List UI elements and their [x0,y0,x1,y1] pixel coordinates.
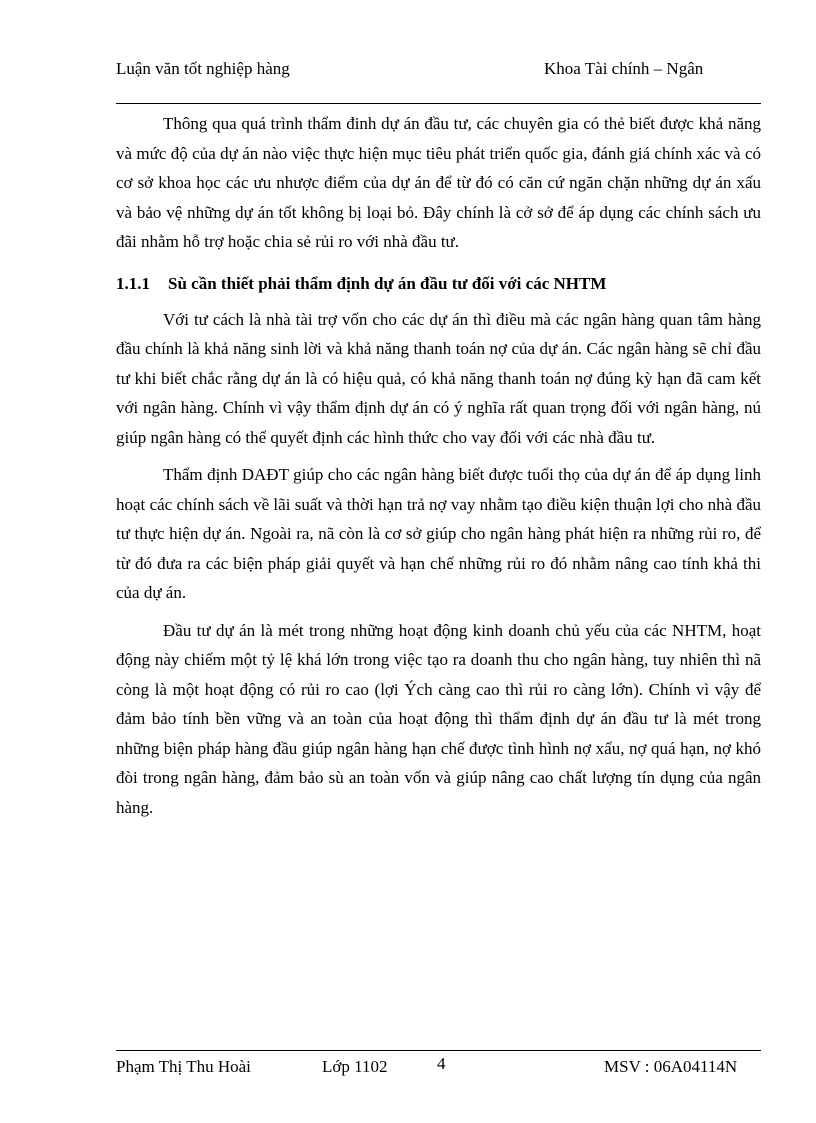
body-paragraph-3: Đầu tư dự án là mét trong những hoạt động kinh doanh chủ yếu của các NHTM, hoạt động này chiếm một tỷ lệ khá lớn trong việc tạo ra doanh thu cho ngân hàng, tuy nhiên thì nã còng là một hoạt động có rủi ro cao (lợi Ých càng cao thì rủi ro càng lớn). Chính vì vậy để đảm bảo tính bền vững và an toàn của hoạt động thì thẩm định dự án đầu tư là mét trong những biện pháp hàng đầu giúp ngân hàng hạn chế được tình hình nợ xấu, nợ quá hạn, nợ khó đòi trong ngân hàng, đảm bảo sù an toàn vốn và giúp nâng cao chất lượng tín dụng của ngân hàng. [116,620,761,817]
header-thesis-title: Luận văn tốt nghiệp hàng [116,59,290,78]
footer-student-id: MSV : 06A04114N [604,1057,738,1076]
section-number: 1.1.1 [116,273,150,293]
page-number: 4 [437,1054,446,1073]
header-rule [116,103,761,104]
footer-rule [116,1050,761,1051]
section-title: Sù cần thiết phải thẩm định dự án đầu tư đối với các NHTM [168,273,607,293]
body-paragraph-1: Với tư cách là nhà tài trợ vốn cho các dự án thì điều mà các ngân hàng quan tâm hàng đầu chính là khả năng sinh lời và khả năng thanh toán nợ của dự án. Các ngân hàng sẽ chỉ đầu tư khi biết chắc rằng dự án là có hiệu quả, có khả năng thanh toán nợ đúng kỳ hạn đã cam kết với ngân hàng. Chính vì vậy thẩm định dự án có ý nghĩa rất quan trọng đối với ngân hàng, nú giúp ngân hàng có thể quyết định các hình thức cho vay đối với các nhà đầu tư. [116,309,761,447]
section-heading [116,269,761,299]
header-faculty: Khoa Tài chính – Ngân [544,59,704,78]
intro-paragraph: Thông qua quá trình thẩm đinh dự án đầu tư, các chuyên gia có thẻ biết được khả năng và mức độ của dự án nào việc thực hiện mục tiêu phát triển quốc gia, đánh giá chính xác và có cơ sở khoa học các ưu nhược điểm của dự án để từ đó có căn cứ ngăn chặn những dự án xấu và bảo vệ những dự án tốt không bị loại bỏ. Đây chính là cở sở để áp dụng các chính sách ưu đãi nhằm hỗ trợ hoặc chia sẻ rủi ro với nhà đầu tư. [116,114,761,251]
page-body [116,109,761,822]
body-paragraph-2: Thẩm định DAĐT giúp cho các ngân hàng biết được tuổi thọ của dự án để áp dụng linh hoạt các chính sách về lãi suất và thời hạn trả nợ vay nhằm tạo điều kiện thuận lợi cho nhà đầu tư thực hiện dự án. Ngoài ra, nã còn là cơ sở giúp cho ngân hàng phát hiện ra những rủi ro, để từ đó đưa ra các biện pháp giải quyết và hạn chế những rủi ro đó nhằm nâng cao tính khả thi của dự án. [116,465,761,602]
footer-class: Lớp 1102 [322,1057,388,1076]
footer-author-name: Phạm Thị Thu Hoài [116,1057,251,1076]
